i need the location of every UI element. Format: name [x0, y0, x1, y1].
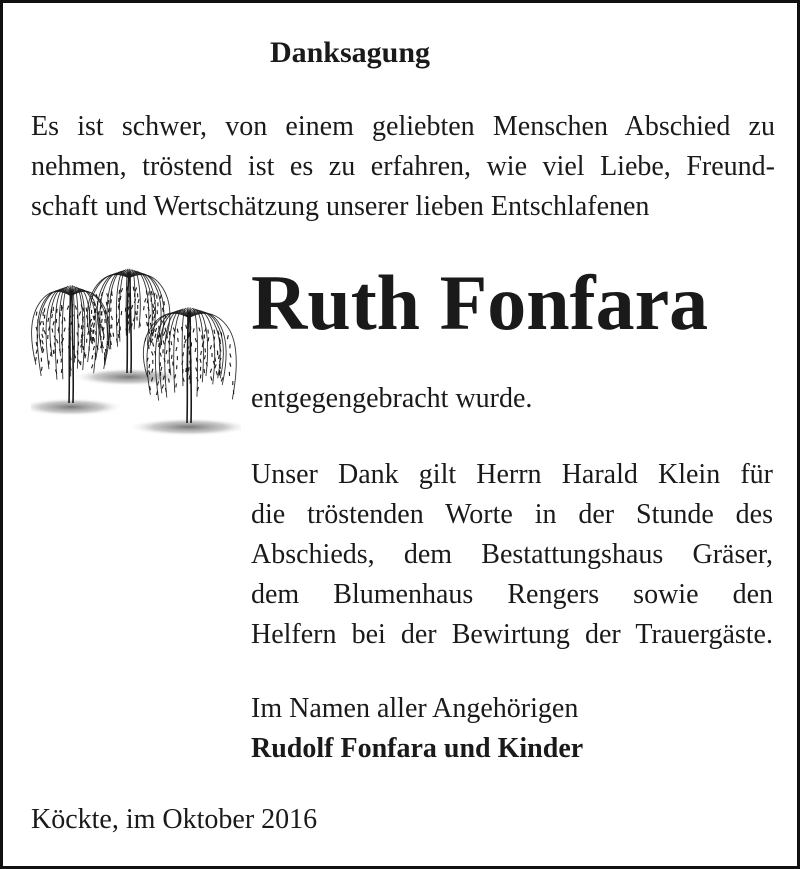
thanks-line: dem Blumenhaus Rengers sowie den [251, 579, 773, 610]
intro-end-text: entgegengebracht wurde. [251, 383, 533, 414]
deceased-name: Ruth Fonfara [251, 259, 709, 346]
weeping-willow-trees-icon [31, 255, 241, 445]
signoff-family: Rudolf Fonfara und Kinder [251, 733, 584, 764]
heading: Danksagung [269, 36, 431, 69]
intro-line: nehmen, tröstend ist es zu erfahren, wie viel Liebe, Freund- [31, 151, 775, 182]
thanks-line: Unser Dank gilt Herrn Harald Klein für [251, 459, 773, 490]
thanks-line: die tröstenden Worte in der Stunde des [251, 499, 773, 530]
thanks-paragraph [251, 455, 773, 655]
signoff-phrase: Im Namen aller Angehörigen [251, 693, 579, 724]
thanks-line: Abschieds, dem Bestattungshaus Gräser, [251, 539, 773, 570]
intro-paragraph [31, 107, 775, 227]
place-date: Köckte, im Oktober 2016 [31, 804, 318, 835]
intro-line: schaft und Wertschätzung unserer lieben Entschlafenen [31, 191, 650, 222]
intro-line: Es ist schwer, von einem geliebten Menschen Abschied zu [31, 111, 775, 142]
signoff [251, 689, 583, 769]
thanks-line: Helfern bei der Bewirtung der Trauergäste. [251, 619, 773, 650]
